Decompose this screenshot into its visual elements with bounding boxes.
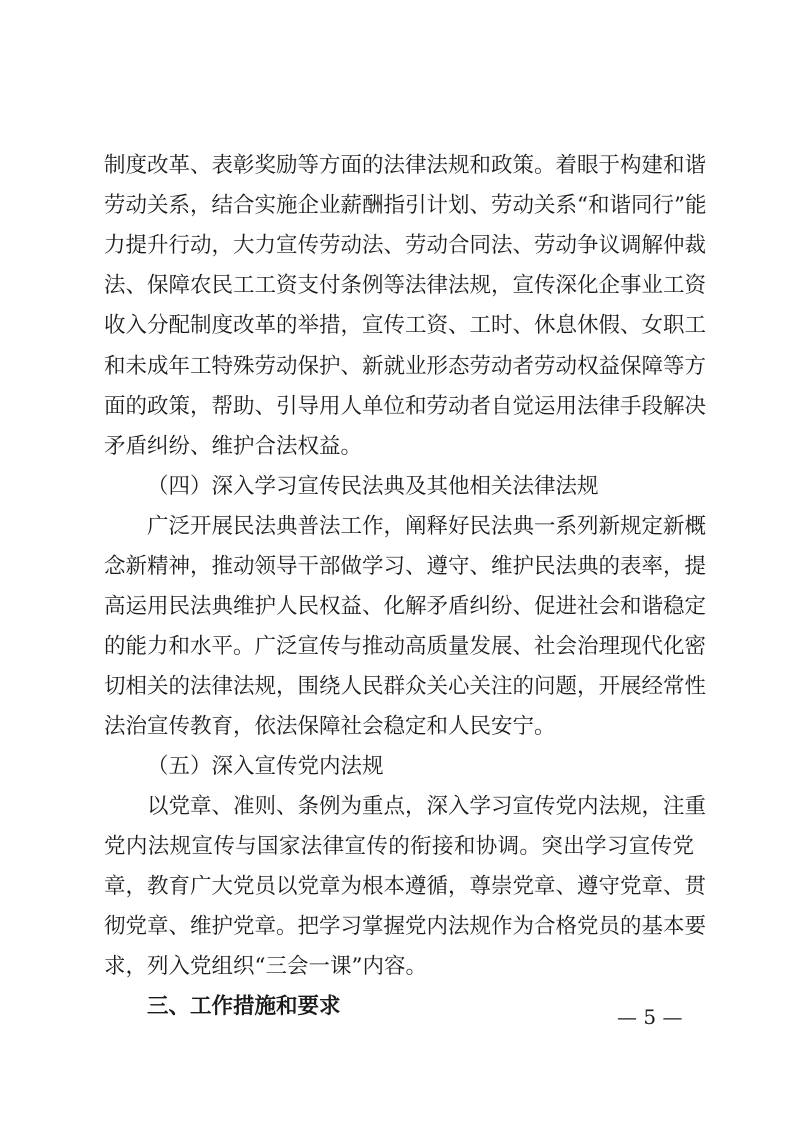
body-line: 和未成年工特殊劳动保护、新就业形态劳动者劳动权益保障等方	[104, 354, 707, 379]
body-line: 收入分配制度改革的举措，宣传工资、工时、休息休假、女职工	[104, 313, 707, 338]
body-line: 制度改革、表彰奖励等方面的法律法规和政策。着眼于构建和谐	[104, 153, 707, 178]
body-line: 面的政策，帮助、引导用人单位和劳动者自觉运用法律手段解决	[104, 394, 707, 419]
body-line: 法治宣传教育，依法保障社会稳定和人民安宁。	[104, 714, 556, 739]
body-line: 的能力和水平。广泛宣传与推动高质量发展、社会治理现代化密	[104, 634, 707, 659]
body-line: 以党章、准则、条例为重点，深入学习宣传党内法规，注重	[147, 794, 707, 819]
body-line: 力提升行动，大力宣传劳动法、劳动合同法、劳动争议调解仲裁	[104, 233, 707, 258]
body-line: 念新精神，推动领导干部做学习、遵守、维护民法典的表率，提	[104, 554, 707, 579]
body-line: 彻党章、维护党章。把学习掌握党内法规作为合格党员的基本要	[104, 914, 707, 939]
body-line: 章，教育广大党员以党章为根本遵循，尊崇党章、遵守党章、贯	[104, 874, 707, 899]
body-line: 劳动关系，结合实施企业薪酬指引计划、劳动关系“和谐同行”能	[104, 193, 707, 218]
body-line: 求，列入党组织“三会一课”内容。	[104, 954, 427, 979]
section-heading-4: （四）深入学习宣传民法典及其他相关法律法规	[147, 474, 599, 499]
body-line: 矛盾纠纷、维护合法权益。	[104, 434, 363, 459]
body-line: 法、保障农民工工资支付条例等法律法规，宣传深化企事业工资	[104, 273, 707, 298]
body-line: 党内法规宣传与国家法律宣传的衔接和协调。突出学习宣传党	[104, 834, 694, 859]
section-heading-3: 三、工作措施和要求	[147, 994, 341, 1019]
body-line: 高运用民法典维护人民权益、化解矛盾纠纷、促进社会和谐稳定	[104, 594, 707, 619]
section-heading-5: （五）深入宣传党内法规	[147, 754, 384, 779]
body-line: 切相关的法律法规，围绕人民群众关心关注的问题，开展经常性	[104, 674, 707, 699]
page-number: — 5 —	[617, 1005, 683, 1029]
body-line: 广泛开展民法典普法工作，阐释好民法典一系列新规定新概	[147, 514, 707, 539]
